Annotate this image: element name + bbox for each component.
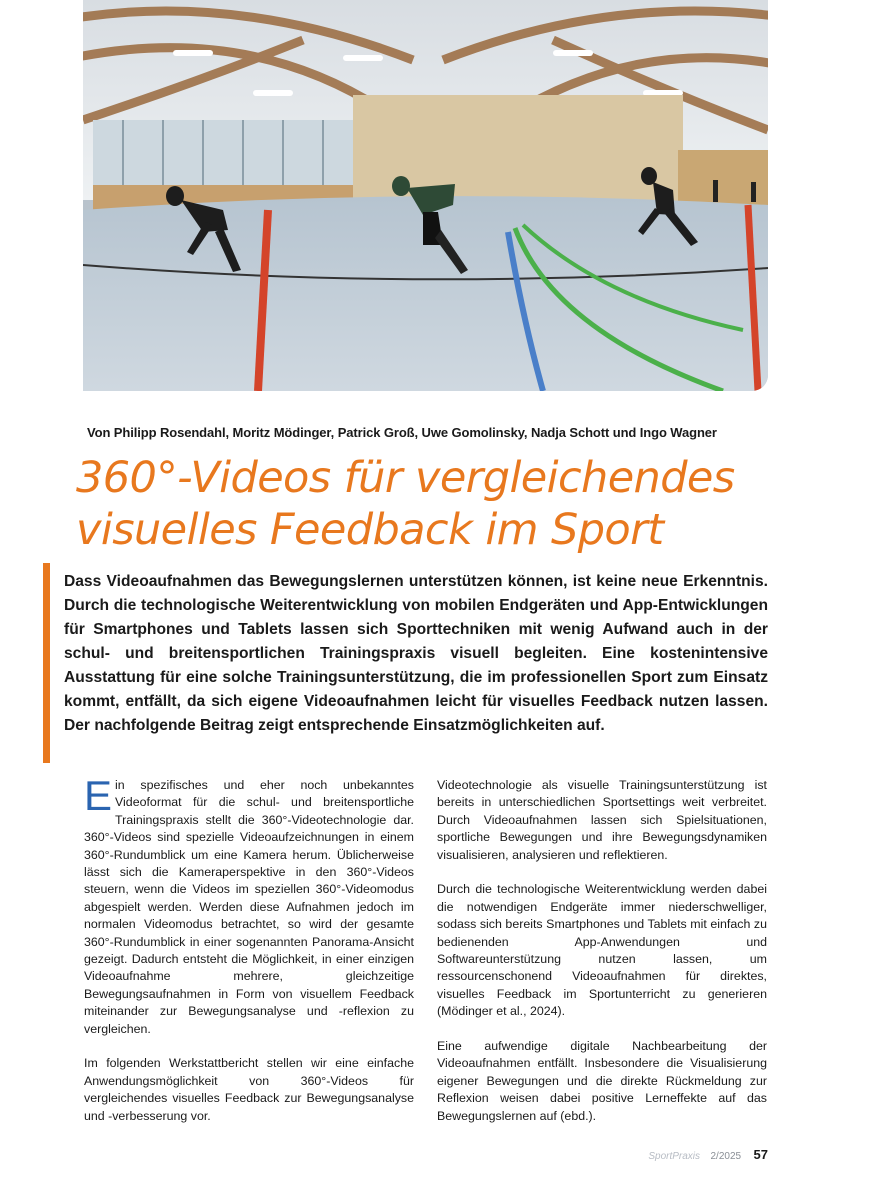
- drop-cap: E: [84, 772, 113, 819]
- magazine-name: SportPraxis: [648, 1151, 701, 1162]
- hero-photo-gym-panorama: [83, 0, 768, 391]
- body-paragraph: Durch die technologische Weiterentwicklung werden dabei die notwendigen Endgeräte immer niederschwelliger, sodass sich bereits Smartphones und Tablets mit einfach zu bedienenden App-Anwendungen und Softwareunterstützung nutzen lassen, um ressourcenschonend Videoaufnahmen für direktes, visuelles Feedback im Sportunterricht zu generieren (Mödinger et al., 2024).: [437, 882, 767, 1019]
- article-title-line-2: visuelles Feedback im Sport: [76, 505, 664, 555]
- page-footer: [648, 1146, 768, 1164]
- body-paragraph: Videotechnologie als visuelle Trainingsunterstützung ist bereits in unterschiedlichen Sportsettings weit verbreitet. Durch Videoaufnahmen lassen sich Spielsituationen, sportliche Bewegungen und ihre Bewegungsdynamiken visualisieren, analysieren und reflektieren.: [437, 778, 767, 862]
- lead-paragraph: Dass Videoaufnahmen das Bewegungslernen unterstützen können, ist keine neue Erkenntnis. Durch die technologische Weiterentwicklung von mobilen Endgeräten und App-Entwicklungen für Smartphones und Tablets lassen sich Sporttechniken mit wenig Aufwand auch in der schul- und breitensportlichen Trainingspraxis visuell begleiten. Eine kostenintensive Ausstattung für eine solche Trainingsunterstützung, die im professionellen Sport zum Einsatz kommt, entfällt, da sich eigene Videoaufnahmen leicht für visuelles Feedback nutzen lassen. Der nachfolgende Beitrag zeigt entsprechende Einsatzmöglichkeiten auf.: [64, 573, 768, 734]
- issue-number: 2/2025: [710, 1151, 742, 1162]
- body-paragraph: Eine aufwendige digitale Nachbearbeitung der Videoaufnahmen entfällt. Insbesondere die Visualisierung eigener Bewegungen und die direkte Rückmeldung zur Reflexion weisen dabei positive Lerneffekte auf das Bewegungslernen auf (ebd.).: [437, 1039, 767, 1123]
- body-paragraph: Im folgenden Werkstattbericht stellen wir eine einfache Anwendungsmöglichkeit von 360°-Videos für vergleichendes visuelles Feedback zur Bewegungsanalyse und -verbesserung vor.: [84, 1056, 414, 1123]
- article-title-line-1: 360°-Videos für vergleichendes: [76, 453, 735, 503]
- body-column-left: [84, 772, 414, 1143]
- article-title: [76, 452, 836, 556]
- body-paragraph-text: in spezifisches und eher noch unbekanntes Videoformat für die schul- und breitensportliche Trainingspraxis stellt die 360°-Videotechnologie dar. 360°-Videos sind spezielle Videoaufzeichnungen in einem 360°-Rundumblick um eine Kamera herum. Üblicherweise lässt sich die Kameraperspektive in den 360°-Videos steuern, wenn die Videos im speziellen 360°-Videomodus abgespielt werden. Werden diese Aufnahmen jedoch im normalen Videomodus betrachtet, so wird der gesamte 360°-Rundumblick in einer sogenannten Panorama-Ansicht gezeigt. Dadurch entsteht die Möglichkeit, in einer einzigen Videoaufnahme mehrere, gleichzeitige Bewegungsaufnahmen in Form von visuellem Feedback miteinander zur Bewegungsanalyse und -reflexion zu vergleichen.: [84, 778, 414, 1036]
- window-wall: [93, 120, 353, 190]
- lead-accent-bar: [43, 563, 50, 763]
- authors-byline: Von Philipp Rosendahl, Moritz Mödinger, Patrick Groß, Uwe Gomolinsky, Nadja Schott und Ingo Wagner: [87, 425, 717, 440]
- body-paragraph: [84, 772, 414, 1038]
- body-column-right: [437, 777, 767, 1142]
- page-number: 57: [753, 1147, 768, 1162]
